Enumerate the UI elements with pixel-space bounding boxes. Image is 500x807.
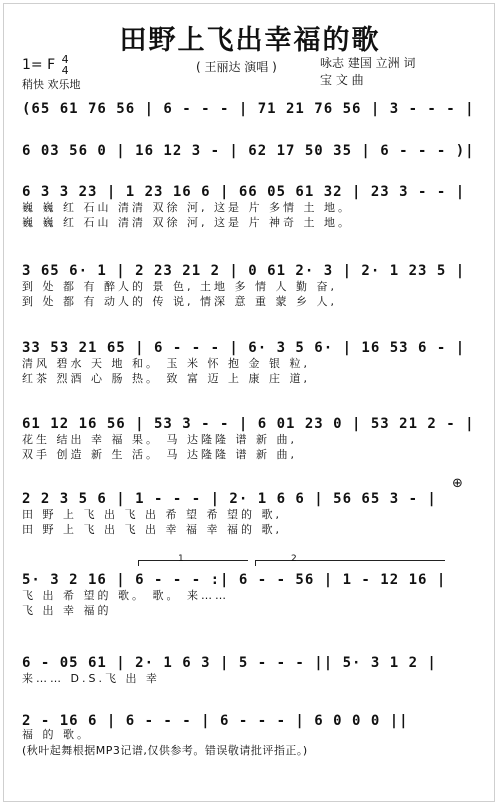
volta-label: 2 [291, 554, 297, 564]
lyrics-verse-1: 清风 碧水 天 地 和。 玉 米 怀 抱 金 银 粒, [22, 357, 310, 370]
volta-first-ending [138, 554, 248, 566]
lyrics-verse-1: 花生 结出 幸 福 果。 马 达隆隆 谱 新 曲, [22, 433, 297, 446]
score-line-3 [22, 184, 472, 230]
time-bottom: 4 [61, 64, 69, 77]
notes: 2 - 16 6 | 6 - - - | 6 - - - | 6 0 0 0 || [22, 713, 409, 729]
lyrics-verse-2: 田 野 上 飞 出 飞 出 幸 福 幸 福的 歌, [22, 523, 282, 536]
score-line-10-lyrics [22, 727, 102, 742]
notes: 6 3 3 23 | 1 23 16 6 | 66 05 61 32 | 23 3 - - | [22, 184, 466, 200]
score-line-5 [22, 340, 472, 386]
lyrics-verse-2: 到 处 都 有 动人的 传 说, 情深 意 重 蒙 乡 人, [22, 295, 337, 308]
lyrics-verse-1: 田 野 上 飞 出 飞 出 希 望 希 望的 歌, [22, 508, 282, 521]
lyrics-verse-2: 红茶 烈酒 心 肠 热。 致 富 迈 上 康 庄 道, [22, 372, 310, 385]
notes: 3 65 6· 1 | 2 23 21 2 | 0 61 2· 3 | 2· 1 23 5 | [22, 263, 466, 279]
tempo-marking: 稍快 欢乐地 [22, 78, 81, 91]
lyrics-credit: 咏志 建国 立洲 词 [320, 56, 416, 70]
credits [320, 55, 415, 89]
volta-label: 1 [178, 554, 184, 564]
song-title: 田野上飞出幸福的歌 [119, 25, 381, 56]
score-line-4 [22, 263, 472, 309]
time-signature [62, 54, 69, 76]
lyrics-verse-2: 双手 创造 新 生 活。 马 达隆隆 谱 新 曲, [22, 448, 297, 461]
score-line-2 [22, 143, 475, 159]
volta-second-ending [255, 554, 445, 566]
notes: 6 03 56 0 | 16 12 3 - | 62 17 50 35 | 6 - - - )| [22, 143, 475, 159]
music-credit: 宝 文 曲 [320, 73, 364, 87]
singer-credit: ( 王丽达 演唱 ) [196, 60, 277, 74]
notes: 61 12 16 56 | 53 3 - - | 6 01 23 0 | 53 21 2 - | [22, 416, 475, 432]
key-label: 1= F [22, 57, 56, 73]
score-line-6 [22, 416, 475, 462]
notes: (65 61 76 56 | 6 - - - | 71 21 76 56 | 3 - - - | [22, 101, 475, 117]
lyrics-verse-1: 来…… D.S.飞 出 幸 [22, 672, 160, 685]
notes: 5· 3 2 16 | 6 - - - :| 6 - - 56 | 1 - 12 16 | [22, 572, 447, 588]
score-line-9 [22, 655, 472, 686]
score-line-7 [22, 491, 472, 537]
lyrics-verse-2: 飞 出 幸 福的 [22, 604, 112, 617]
notes: 33 53 21 65 | 6 - - - | 6· 3 5 6· | 16 53 6 - | [22, 340, 466, 356]
coda-sign: ⊕ [452, 476, 463, 491]
transcription-note: (秋叶起舞根据MP3记谱,仅供参考。错误敬请批评指正。) [22, 744, 308, 757]
score-line-1 [22, 101, 475, 117]
lyrics-verse-1: 到 处 都 有 醉人的 景 色, 土地 多 情 人 勤 奋, [22, 280, 337, 293]
key-signature [22, 54, 69, 76]
time-top: 4 [61, 53, 69, 66]
lyrics-verse-1: 福 的 歌。 [22, 728, 91, 741]
lyrics-verse-2: 巍 巍 红 石山 清清 双徐 河, 这是 片 神奇 土 地。 [22, 216, 352, 229]
score-line-8 [22, 572, 472, 618]
lyrics-verse-1: 飞 出 希 望的 歌。 歌。 来…… [22, 589, 229, 602]
notes: 6 - 05 61 | 2· 1 6 3 | 5 - - - || 5· 3 1 2 | [22, 655, 437, 671]
volta-bracket [138, 560, 248, 566]
lyrics-verse-1: 巍 巍 红 石山 清清 双徐 河, 这是 片 多情 土 地。 [22, 201, 352, 214]
volta-bracket [255, 560, 445, 566]
notes: 2 2 3 5 6 | 1 - - - | 2· 1 6 6 | 56 65 3 - | [22, 491, 437, 507]
